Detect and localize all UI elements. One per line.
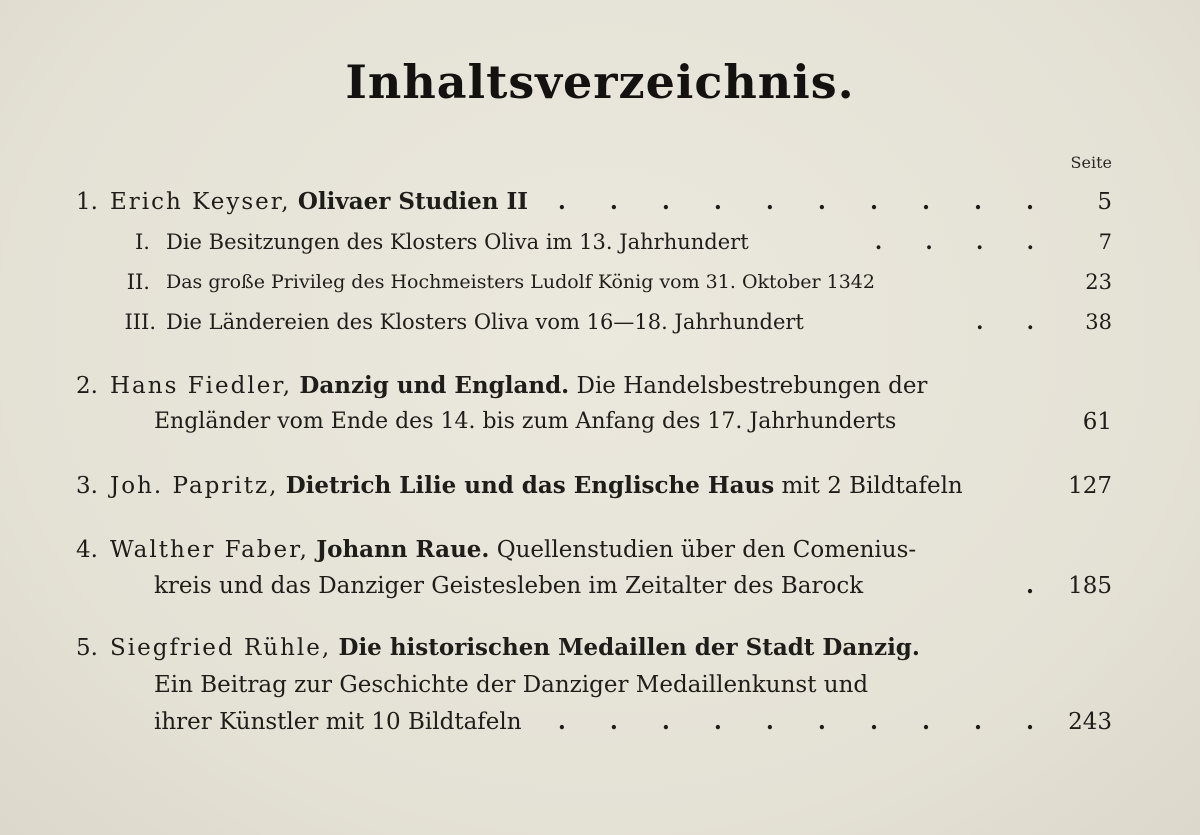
toc-entry-2-cont <box>0 402 1200 442</box>
entry-title: Dietrich Lilie und das Englische Haus <box>285 472 775 499</box>
toc-subentry-1-3 <box>0 302 1200 342</box>
entry-author: Hans Fiedler, <box>110 373 293 399</box>
leader-dots: . <box>1025 572 1052 599</box>
entry-number: 1. <box>76 189 98 215</box>
entry-heading <box>110 530 916 570</box>
entry-title: Johann Raue. <box>316 536 490 563</box>
toc-entry-1 <box>0 182 1200 222</box>
entry-author: Siegfried Rühle, <box>110 635 332 661</box>
leader-dots: . . . . . . . . . . <box>557 188 1052 215</box>
entry-text: ihrer Künstler mit 10 Bildtafeln <box>154 709 522 735</box>
entry-text: Ein Beitrag zur Geschichte der Danziger Medaillenkunst und <box>154 672 869 698</box>
entry-page: 127 <box>1068 473 1112 499</box>
entry-text: Engländer vom Ende des 14. bis zum Anfang des 17. Jahrhunderts <box>154 409 897 434</box>
entry-text: Die Handelsbestrebungen der <box>576 373 928 399</box>
subentry-page: 23 <box>1085 270 1112 294</box>
entry-page: 243 <box>1068 709 1112 735</box>
toc-entry-5 <box>0 628 1200 668</box>
entry-number: 3. <box>76 473 98 499</box>
entry-heading <box>110 366 927 406</box>
subentry-page: 7 <box>1098 230 1112 254</box>
entry-heading <box>110 182 528 222</box>
toc-entry-2 <box>0 366 1200 406</box>
entry-page: 61 <box>1082 409 1112 435</box>
leader-dots: . . . . . . . . . . <box>557 708 1052 735</box>
entry-page: 5 <box>1097 189 1112 215</box>
entry-title: Die historischen Medaillen der Stadt Danzig. <box>338 634 920 661</box>
entry-page: 185 <box>1068 573 1112 599</box>
leader-dots: . . . . <box>874 229 1052 254</box>
page-column-label: Seite <box>1070 153 1112 172</box>
entry-author: Walther Faber, <box>110 537 309 563</box>
subentry-text: Die Ländereien des Klosters Oliva vom 16—18. Jahrhundert <box>166 310 804 334</box>
subentry-text: Das große Privileg des Hochmeisters Ludolf König vom 31. Oktober 1342 <box>166 271 875 293</box>
entry-number: 5. <box>76 635 98 661</box>
entry-number: 2. <box>76 373 98 399</box>
entry-author: Erich Keyser, <box>110 189 291 215</box>
toc-subentry-1-1 <box>0 222 1200 262</box>
page-title: Inhaltsverzeichnis. <box>345 55 855 109</box>
entry-heading <box>110 628 920 668</box>
toc-entry-5-cont2 <box>0 702 1200 742</box>
entry-text: Quellenstudien über den Comenius- <box>496 537 917 563</box>
leader-dots: . . <box>976 309 1052 334</box>
toc-entry-4 <box>0 530 1200 570</box>
subentry-number: III. <box>124 310 156 334</box>
entry-heading <box>110 466 963 506</box>
subentry-page: 38 <box>1085 310 1112 334</box>
entry-text: mit 2 Bildtafeln <box>781 473 963 499</box>
entry-number: 4. <box>76 537 98 563</box>
subentry-text: Die Besitzungen des Klosters Oliva im 13. Jahrhundert <box>166 230 749 254</box>
toc-entry-5-cont <box>0 665 1200 705</box>
subentry-number: II. <box>126 270 150 294</box>
entry-title: Olivaer Studien II <box>297 188 529 215</box>
subentry-number: I. <box>135 230 150 254</box>
toc-entry-4-cont <box>0 566 1200 606</box>
entry-title: Danzig und England. <box>299 372 570 399</box>
toc-entry-3 <box>0 466 1200 506</box>
entry-author: Joh. Papritz, <box>110 473 279 499</box>
toc-subentry-1-2 <box>0 262 1200 302</box>
entry-text: kreis und das Danziger Geistesleben im Zeitalter des Barock <box>154 573 864 599</box>
